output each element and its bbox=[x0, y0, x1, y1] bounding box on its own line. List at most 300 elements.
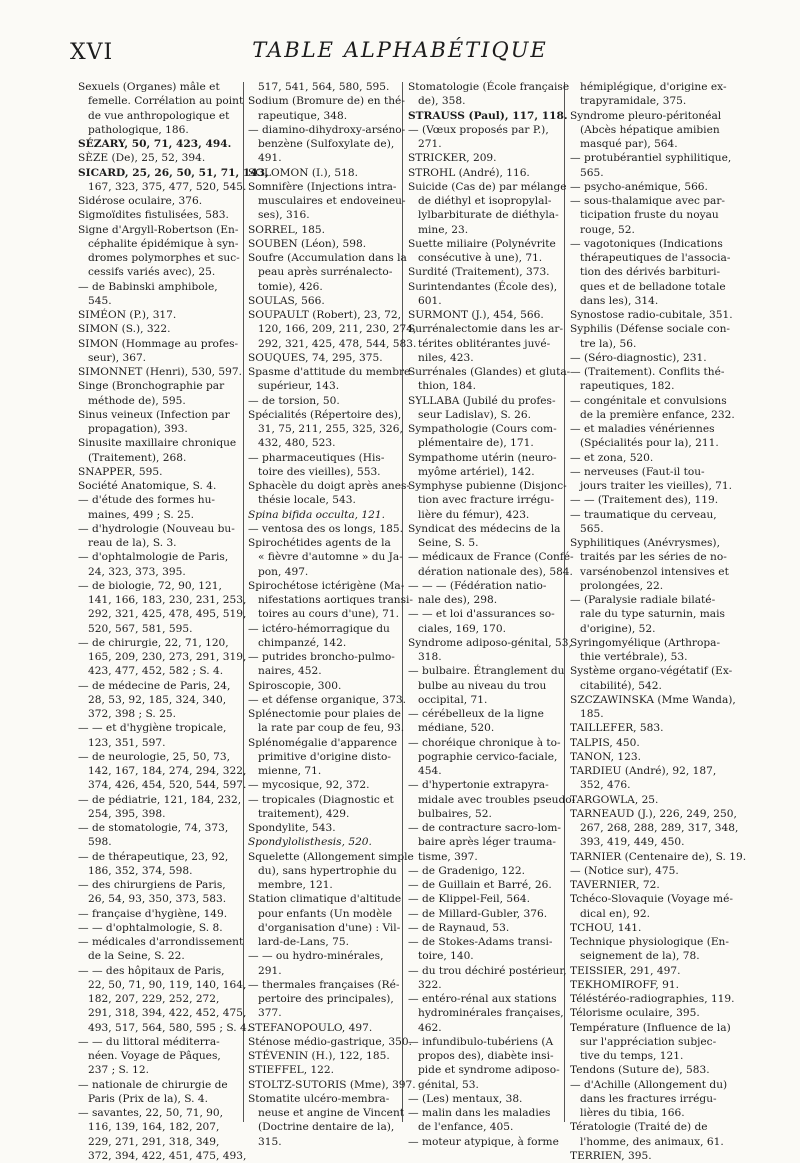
index-line: SÈZE (De), 25, 52, 394. bbox=[78, 152, 206, 165]
index-line: myôme artériel), 142. bbox=[418, 465, 535, 478]
index-line: Surrénales (Glandes) et gluta- bbox=[408, 366, 571, 378]
index-line: TEISSIER, 291, 497. bbox=[570, 964, 681, 977]
index-line: cessifs variés avec), 25. bbox=[88, 266, 216, 279]
index-line: — de contracture sacro-lom- bbox=[408, 822, 561, 834]
index-line: SÉZARY, 50, 71, 423, 494. bbox=[78, 138, 232, 150]
index-line: 292, 321, 425, 478, 495, 519, bbox=[88, 608, 247, 621]
index-line: — tropicales (Diagnostic et bbox=[248, 793, 394, 806]
index-line: 28, 53, 92, 185, 324, 340, bbox=[88, 693, 227, 706]
index-line: Système organo-végétatif (Ex- bbox=[570, 665, 733, 678]
index-line: — — du littoral méditerra- bbox=[78, 1035, 220, 1048]
index-line: de l'enfance, 405. bbox=[418, 1121, 514, 1134]
index-line: Sténose médio-gastrique, 350. bbox=[248, 1035, 412, 1048]
index-line: SNAPPER, 595. bbox=[78, 465, 163, 478]
index-line: — de stomatologie, 74, 373, bbox=[78, 822, 229, 834]
index-line: — de Babinski amphibole, bbox=[78, 280, 218, 293]
page-number: XVI bbox=[70, 40, 114, 65]
index-line: 237 ; S. 12. bbox=[88, 1064, 149, 1077]
index-line: pour enfants (Un modèle bbox=[258, 907, 393, 920]
index-line: chimpanzé, 142. bbox=[258, 636, 347, 649]
index-line: — infundibulo-tubériens (A bbox=[408, 1035, 554, 1048]
index-line: pathologique, 186. bbox=[88, 123, 189, 136]
index-line: 291. bbox=[258, 964, 282, 977]
index-line: thie vertébrale), 53. bbox=[580, 651, 688, 663]
index-line: Sidérose oculaire, 376. bbox=[78, 195, 203, 207]
index-line: Tchéco-Slovaquie (Voyage mé- bbox=[570, 893, 733, 906]
index-line: médiane, 520. bbox=[418, 722, 495, 735]
running-title: TABLE ALPHABÉTIQUE bbox=[252, 38, 548, 62]
index-line: varsénobenzol intensives et bbox=[580, 565, 729, 578]
index-line: Tendons (Suture de), 583. bbox=[570, 1064, 710, 1077]
index-line: Spirochétose ictérigène (Ma- bbox=[248, 579, 405, 592]
index-line: seur Ladislav), S. 26. bbox=[418, 408, 531, 421]
index-line: — de Raynaud, 53. bbox=[408, 921, 510, 934]
index-line: — du trou déchiré postérieur, bbox=[408, 964, 567, 977]
index-line: nifestations aortiques transi- bbox=[258, 594, 414, 606]
index-line: baire après léger trauma- bbox=[418, 836, 556, 849]
index-line: SOUQUES, 74, 295, 375. bbox=[248, 351, 383, 364]
index-line: Stomatite ulcéro-membra- bbox=[248, 1092, 390, 1105]
index-line: seur), 367. bbox=[88, 351, 147, 364]
index-line: TANON, 123. bbox=[570, 750, 642, 763]
index-line: — de Millard-Gubler, 376. bbox=[408, 907, 548, 920]
index-line: niles, 423. bbox=[418, 351, 474, 364]
index-line: Sympathologie (Cours com- bbox=[408, 423, 557, 435]
index-line: (Doctrine dentaire de la), bbox=[258, 1121, 395, 1134]
index-line: — de Guillain et Barré, 26. bbox=[408, 879, 552, 891]
index-line: Spina bifida occulta, 121. bbox=[248, 508, 385, 521]
index-line: Tératologie (Traité de) de bbox=[570, 1121, 708, 1134]
index-line: 601. bbox=[418, 294, 442, 307]
index-line: bulbe au niveau du trou bbox=[418, 679, 547, 692]
index-line: Soufre (Accumulation dans la bbox=[248, 252, 407, 264]
index-line: pertoire des principales), bbox=[258, 993, 394, 1005]
index-line: l'homme, des animaux, 61. bbox=[580, 1135, 724, 1148]
index-column-2 bbox=[248, 80, 417, 1148]
index-line: ticipation fruste du noyau bbox=[580, 209, 719, 222]
index-line: — de Gradenigo, 122. bbox=[408, 864, 525, 877]
index-line: 167, 323, 375, 477, 520, 545. bbox=[88, 180, 247, 193]
index-line: Suette miliaire (Polynévrite bbox=[408, 237, 556, 250]
index-line: mine, 23. bbox=[418, 223, 469, 236]
index-line: sur l'appréciation subjec- bbox=[580, 1035, 717, 1048]
index-line: 123, 351, 597. bbox=[88, 736, 166, 749]
index-line: 271. bbox=[418, 138, 442, 150]
index-line: ques et de belladone totale bbox=[580, 280, 726, 293]
index-line: femelle. Corrélation au point bbox=[88, 95, 244, 108]
index-line: prolongées, 22. bbox=[580, 579, 664, 592]
index-line: 462. bbox=[418, 1021, 442, 1034]
index-line: — d'Achille (Allongement du) bbox=[570, 1078, 728, 1091]
index-line: lières du tibia, 166. bbox=[580, 1107, 685, 1119]
index-line: 352, 476. bbox=[580, 779, 631, 792]
index-line: toires au cours d'une), 71. bbox=[258, 608, 399, 621]
index-line: STRAUSS (Paul), 117, 118. bbox=[408, 109, 568, 122]
index-line: SZCZAWINSKA (Mme Wanda), bbox=[570, 693, 736, 706]
index-line: Sinus veineux (Infection par bbox=[78, 408, 230, 421]
index-line: 267, 268, 288, 289, 317, 348, bbox=[580, 822, 739, 834]
index-line: 182, 207, 229, 252, 272, bbox=[88, 993, 220, 1005]
index-line: ciales, 169, 170. bbox=[418, 622, 507, 635]
index-line: Surintendantes (École des), bbox=[408, 280, 558, 293]
index-line: 291, 318, 394, 422, 452, 475, bbox=[88, 1007, 247, 1020]
index-line: rouge, 52. bbox=[580, 223, 635, 236]
index-line: Stomatologie (École française bbox=[408, 81, 570, 93]
index-line: — — ou hydro-minérales, bbox=[248, 950, 384, 963]
index-line: TARNIER (Centenaire de), S. 19. bbox=[570, 850, 747, 863]
index-line: — et zona, 520. bbox=[570, 451, 654, 464]
index-line: — congénitale et convulsions bbox=[570, 394, 727, 407]
index-line: STIEFFEL, 122. bbox=[248, 1064, 335, 1077]
index-line: — (Séro-diagnostic), 231. bbox=[570, 351, 707, 364]
index-line: tomie), 426. bbox=[258, 280, 323, 293]
index-line: térites oblitérantes juvé- bbox=[418, 337, 551, 350]
index-line: maines, 499 ; S. 25. bbox=[88, 508, 194, 521]
index-line: — — — (Fédération natio- bbox=[408, 579, 547, 592]
index-line: Sodium (Bromure de) en thé- bbox=[248, 95, 405, 108]
index-line: thésie locale, 543. bbox=[258, 494, 356, 507]
index-line: « fièvre d'automne » du Ja- bbox=[258, 551, 403, 564]
index-line: dical en), 92. bbox=[580, 907, 650, 920]
index-line: citabilité), 542. bbox=[580, 679, 662, 692]
index-line: dération nationale des), 584. bbox=[418, 565, 573, 578]
index-line: SIMON (S.), 322. bbox=[78, 323, 171, 336]
index-line: neuse et angine de Vincent bbox=[258, 1107, 405, 1119]
index-line: — choréique chronique à to- bbox=[408, 736, 561, 749]
index-line: — d'hypertonie extrapyra- bbox=[408, 779, 549, 792]
index-line: 292, 321, 425, 478, 544, 583. bbox=[258, 337, 417, 350]
index-line: thérapeutiques de l'associa- bbox=[580, 252, 731, 264]
index-line: musculaires et endoveineu- bbox=[258, 195, 406, 207]
index-line: Syphilis (Défense sociale con- bbox=[570, 323, 730, 336]
index-line: Seine, S. 5. bbox=[418, 537, 479, 549]
index-line: Technique physiologique (En- bbox=[570, 936, 729, 948]
index-line: — française d'hygiène, 149. bbox=[78, 907, 228, 920]
index-line: consécutive à une), 71. bbox=[418, 252, 543, 264]
index-line: Spondylite, 543. bbox=[248, 822, 336, 834]
index-line: — — et loi d'assurances so- bbox=[408, 608, 555, 621]
index-line: SICARD, 25, 26, 50, 51, 71, 143, bbox=[78, 166, 269, 179]
index-line: Splénectomie pour plaies de bbox=[248, 708, 401, 720]
index-line: la rate par coup de feu, 93. bbox=[258, 722, 405, 735]
index-line: nale des), 298. bbox=[418, 594, 498, 606]
index-line: Surrénalectomie dans les ar- bbox=[408, 323, 564, 336]
index-line: dans les), 314. bbox=[580, 294, 659, 307]
index-line: Sigmoïdites fistulisées, 583. bbox=[78, 209, 229, 222]
index-line: tion avec fracture irrégu- bbox=[418, 494, 555, 507]
index-line: toire des vieilles), 553. bbox=[258, 465, 381, 478]
index-line: céphalite épidémique à syn- bbox=[88, 237, 239, 250]
index-line: supérieur, 143. bbox=[258, 380, 340, 393]
index-line: tive du temps, 121. bbox=[580, 1050, 684, 1062]
index-column-4 bbox=[570, 80, 747, 1162]
index-line: — — (Traitement des), 119. bbox=[570, 494, 719, 507]
index-line: (Abcès hépatique amibien bbox=[580, 123, 720, 136]
index-line: — malin dans les maladies bbox=[408, 1107, 551, 1119]
index-line: d'origine), 52. bbox=[580, 622, 656, 635]
index-line: TERRIEN, 395. bbox=[570, 1149, 652, 1162]
index-line: STOLTZ-SUTORIS (Mme), 397. bbox=[248, 1078, 416, 1091]
index-line: bulbaires, 52. bbox=[418, 807, 492, 820]
index-line: plémentaire de), 171. bbox=[418, 437, 534, 450]
index-line: 432, 480, 523. bbox=[258, 437, 336, 450]
index-line: — d'ophtalmologie de Paris, bbox=[78, 551, 229, 564]
index-line: tion des dérivés barbituri- bbox=[580, 266, 721, 279]
index-line: midale avec troubles pseudo- bbox=[418, 793, 576, 806]
index-line: de), 358. bbox=[418, 95, 466, 108]
index-line: 315. bbox=[258, 1135, 282, 1148]
index-line: 322. bbox=[418, 978, 442, 991]
index-line: — de neurologie, 25, 50, 73, bbox=[78, 750, 230, 763]
index-line: tisme, 397. bbox=[418, 850, 478, 863]
index-line: 598. bbox=[88, 836, 112, 849]
index-line: naires, 452. bbox=[258, 665, 322, 678]
index-line: — protubérantiel syphilitique, bbox=[570, 152, 732, 165]
index-line: seignement de la), 78. bbox=[580, 950, 700, 963]
index-line: ses), 316. bbox=[258, 209, 310, 222]
index-line: 185. bbox=[580, 708, 604, 720]
index-line: membre, 121. bbox=[258, 879, 333, 891]
index-line: Symphyse pubienne (Disjonc- bbox=[408, 480, 567, 492]
index-line: 120, 166, 209, 211, 230, 274, bbox=[258, 323, 417, 336]
index-line: masqué par), 564. bbox=[580, 138, 678, 150]
index-line: — (Les) mentaux, 38. bbox=[408, 1092, 523, 1105]
index-line: thion, 184. bbox=[418, 380, 476, 393]
index-line: peau après surrénalecto- bbox=[258, 266, 393, 279]
index-line: néen. Voyage de Pâques, bbox=[88, 1050, 221, 1062]
index-line: — (Paralysie radiale bilaté- bbox=[570, 594, 716, 606]
index-line: rapeutique, 348. bbox=[258, 109, 348, 122]
index-line: — savantes, 22, 50, 71, 90, bbox=[78, 1107, 224, 1119]
index-line: — de biologie, 72, 90, 121, bbox=[78, 579, 222, 592]
index-line: 22, 50, 71, 90, 119, 140, 164, bbox=[88, 978, 247, 991]
index-line: mienne, 71. bbox=[258, 765, 322, 777]
index-line: TALPIS, 450. bbox=[570, 736, 640, 749]
index-line: Paris (Prix de la), S. 4. bbox=[88, 1092, 208, 1105]
index-line: (Spécialités pour la), 211. bbox=[580, 437, 719, 450]
index-line: 142, 167, 184, 274, 294, 322, bbox=[88, 765, 247, 777]
index-line: — de chirurgie, 22, 71, 120, bbox=[78, 636, 229, 649]
index-line: — nationale de chirurgie de bbox=[78, 1078, 228, 1091]
index-line: — de médecine de Paris, 24, bbox=[78, 679, 231, 692]
index-line: TARDIEU (André), 92, 187, bbox=[570, 765, 717, 777]
index-line: — et défense organique, 373. bbox=[248, 693, 406, 706]
index-line: STÉVENIN (H.), 122, 185. bbox=[248, 1050, 390, 1062]
index-line: SURMONT (J.), 454, 566. bbox=[408, 309, 544, 321]
index-line: Syringomyélique (Arthropa- bbox=[570, 636, 721, 649]
index-line: lylbarbiturate de diéthyla- bbox=[418, 209, 559, 222]
index-line: SIMON (Hommage au profes- bbox=[78, 337, 239, 350]
index-line: — de Stokes-Adams transi- bbox=[408, 936, 553, 948]
index-line: SYLLABA (Jubilé du profes- bbox=[408, 394, 556, 407]
index-line: SOUBEN (Léon), 598. bbox=[248, 237, 367, 250]
index-line: — de Klippel-Feil, 564. bbox=[408, 893, 531, 906]
index-line: 165, 209, 230, 273, 291, 319, bbox=[88, 651, 247, 663]
index-line: Singe (Bronchographie par bbox=[78, 380, 225, 393]
index-line: 491. bbox=[258, 152, 282, 165]
index-line: — — des hôpitaux de Paris, bbox=[78, 964, 225, 977]
index-line: STROHL (André), 116. bbox=[408, 166, 530, 179]
index-line: — vagotoniques (Indications bbox=[570, 237, 723, 250]
index-line: propagation), 393. bbox=[88, 423, 188, 435]
index-line: — thermales françaises (Ré- bbox=[248, 978, 400, 991]
index-line: Syndrome adiposo-génital, 53, bbox=[408, 636, 572, 649]
index-line: 565. bbox=[580, 522, 604, 535]
index-line: 565. bbox=[580, 166, 604, 179]
index-line: 141, 166, 183, 230, 231, 253, bbox=[88, 594, 247, 606]
index-line: TARNEAUD (J.), 226, 249, 250, bbox=[570, 807, 737, 820]
index-line: pographie cervico-faciale, bbox=[418, 750, 558, 763]
index-line: 26, 54, 93, 350, 373, 583. bbox=[88, 893, 227, 906]
index-line: 493, 517, 564, 580, 595 ; S. 4. bbox=[88, 1021, 251, 1034]
index-line: STRICKER, 209. bbox=[408, 152, 497, 165]
index-line: 318. bbox=[418, 651, 442, 663]
index-line: Température (Influence de la) bbox=[570, 1021, 731, 1034]
index-line: Spécialités (Répertoire des), bbox=[248, 408, 402, 421]
index-line: 31, 75, 211, 255, 325, 326, bbox=[258, 423, 403, 435]
index-line: Sexuels (Organes) mâle et bbox=[78, 81, 220, 93]
index-line: propos des), diabète insi- bbox=[418, 1050, 554, 1062]
index-line: du), sans hypertrophie du bbox=[258, 864, 397, 877]
index-line: TEKHOMIROFF, 91. bbox=[570, 978, 679, 991]
index-line: tre la), 56. bbox=[580, 337, 637, 350]
index-line: Sinusite maxillaire chronique bbox=[78, 437, 237, 450]
index-line: benzène (Sulfoxylate de), bbox=[258, 138, 395, 150]
index-line: génital, 53. bbox=[418, 1078, 479, 1091]
index-line: traitement), 429. bbox=[258, 807, 350, 820]
index-line: lard-de-Lans, 75. bbox=[258, 936, 349, 948]
index-line: TARGOWLA, 25. bbox=[570, 793, 659, 806]
index-line: — de torsion, 50. bbox=[248, 394, 340, 407]
index-line: — ictéro-hémorragique du bbox=[248, 622, 390, 635]
index-line: (Traitement), 268. bbox=[88, 451, 187, 464]
index-line: 372, 398 ; S. 25. bbox=[88, 708, 176, 720]
index-line: dromes polymorphes et suc- bbox=[88, 252, 240, 264]
index-line: 545. bbox=[88, 294, 112, 307]
index-line: — d'étude des formes hu- bbox=[78, 494, 215, 507]
index-column-3 bbox=[408, 80, 576, 1148]
index-line: pide et syndrome adiposo- bbox=[418, 1064, 560, 1077]
index-line: 24, 323, 373, 395. bbox=[88, 565, 186, 578]
index-line: — (Traitement). Conflits thé- bbox=[570, 366, 725, 378]
index-line: rapeutiques, 182. bbox=[580, 380, 675, 393]
index-line: STEFANOPOULO, 497. bbox=[248, 1021, 373, 1034]
index-line: dans les fractures irrégu- bbox=[580, 1092, 717, 1105]
index-line: méthode de), 595. bbox=[88, 394, 186, 407]
index-line: — — et d'hygiène tropicale, bbox=[78, 722, 227, 735]
index-line: 393, 419, 449, 450. bbox=[580, 836, 685, 849]
index-line: 377. bbox=[258, 1007, 282, 1020]
index-line: Surdité (Traitement), 373. bbox=[408, 266, 550, 279]
index-line: — bulbaire. Étranglement du bbox=[408, 665, 565, 678]
index-line: — pharmaceutiques (His- bbox=[248, 451, 385, 464]
index-line: de diéthyl et isopropylal- bbox=[418, 195, 552, 207]
index-line: 186, 352, 374, 598. bbox=[88, 864, 193, 877]
index-line: Téléstéréo-radiographies, 119. bbox=[570, 993, 735, 1005]
index-line: Station climatique d'altitude bbox=[248, 893, 402, 906]
index-line: 517, 541, 564, 580, 595. bbox=[258, 81, 390, 93]
index-line: Société Anatomique, S. 4. bbox=[78, 480, 217, 492]
index-line: TAILLEFER, 583. bbox=[570, 722, 664, 735]
index-line: — et maladies vénériennes bbox=[570, 423, 715, 435]
index-line: reau de la), S. 3. bbox=[88, 537, 177, 549]
index-line: lière du fémur), 423. bbox=[418, 508, 530, 521]
index-line: — sous-thalamique avec par- bbox=[570, 195, 726, 207]
index-line: — des chirurgiens de Paris, bbox=[78, 879, 226, 891]
index-line: Squelette (Allongement simple bbox=[248, 850, 414, 863]
index-line: jours traiter les vieilles), 71. bbox=[580, 480, 733, 492]
index-line: 229, 271, 291, 318, 349, bbox=[88, 1135, 220, 1148]
index-line: 372, 394, 422, 451, 475, 493, bbox=[88, 1149, 247, 1162]
index-line: — — d'ophtalmologie, S. 8. bbox=[78, 921, 223, 934]
page-header bbox=[70, 38, 730, 68]
index-line: 374, 426, 454, 520, 544, 597. bbox=[88, 779, 247, 792]
index-line: Sphacèle du doigt après anes- bbox=[248, 480, 410, 492]
index-line: — (Vœux proposés par P.), bbox=[408, 123, 549, 136]
index-line: 254, 395, 398. bbox=[88, 807, 166, 820]
index-line: de la première enfance, 232. bbox=[580, 408, 735, 421]
index-line: Télorisme oculaire, 395. bbox=[570, 1007, 700, 1020]
index-line: 520, 567, 581, 595. bbox=[88, 622, 193, 635]
index-line: — d'hydrologie (Nouveau bu- bbox=[78, 522, 235, 535]
index-line: Signe d'Argyll-Robertson (En- bbox=[78, 223, 239, 236]
index-line: 454. bbox=[418, 765, 442, 777]
index-line: 116, 139, 164, 182, 207, bbox=[88, 1121, 220, 1134]
index-line: — ventosa des os longs, 185. bbox=[248, 522, 403, 535]
index-line: SOUPAULT (Robert), 23, 72, bbox=[248, 309, 401, 321]
index-line: de la Seine, S. 22. bbox=[88, 950, 185, 963]
index-line: occipital, 71. bbox=[418, 693, 488, 706]
index-line: Splénomégalie d'apparence bbox=[248, 736, 397, 749]
index-line: SORREL, 185. bbox=[248, 223, 325, 236]
index-line: d'organisation d'une) : Vil- bbox=[258, 921, 401, 934]
index-column-1 bbox=[78, 80, 269, 1162]
index-line: — diamino-dihydroxy-arséno- bbox=[248, 123, 406, 136]
index-line: — de thérapeutique, 23, 92, bbox=[78, 850, 229, 863]
index-line: de vue anthropologique et bbox=[88, 109, 230, 122]
index-line: SIMÉON (P.), 317. bbox=[78, 309, 177, 321]
index-line: Spirochétides agents de la bbox=[248, 537, 391, 549]
index-line: TCHOU, 141. bbox=[570, 921, 642, 934]
index-line: Somnifère (Injections intra- bbox=[248, 180, 397, 193]
index-line: Syphilitiques (Anévrysmes), bbox=[570, 537, 720, 549]
index-line: Spasme d'attitude du membre bbox=[248, 366, 411, 378]
index-line: — moteur atypique, à forme bbox=[408, 1135, 559, 1148]
index-line: primitive d'origine disto- bbox=[258, 750, 391, 763]
index-line: trapyramidale, 375. bbox=[580, 95, 687, 108]
index-line: — entéro-rénal aux stations bbox=[408, 993, 557, 1005]
index-line: — traumatique du cerveau, bbox=[570, 508, 717, 521]
index-line: — cérébelleux de la ligne bbox=[408, 708, 544, 720]
index-line: Spiroscopie, 300. bbox=[248, 679, 342, 692]
index-line: Suicide (Cas de) par mélange bbox=[408, 180, 567, 193]
index-line: hydrominérales françaises, bbox=[418, 1007, 564, 1020]
index-line: Syndrome pleuro-péritonéal bbox=[570, 109, 722, 122]
index-line: — médicaux de France (Confé- bbox=[408, 551, 574, 564]
index-line: TAVERNIER, 72. bbox=[570, 879, 660, 891]
index-line: SOULAS, 566. bbox=[248, 294, 325, 307]
index-line: pon, 497. bbox=[258, 565, 309, 578]
index-line: SIMONNET (Henri), 530, 597. bbox=[78, 366, 243, 378]
index-line: Syndicat des médecins de la bbox=[408, 522, 561, 535]
index-columns bbox=[78, 80, 747, 1162]
index-line: SOLOMON (I.), 518. bbox=[248, 166, 358, 179]
index-line: Spondylolisthesis, 520. bbox=[248, 836, 372, 849]
index-line: traités par les séries de no- bbox=[580, 551, 727, 564]
index-line: — médicales d'arrondissement bbox=[78, 936, 244, 948]
index-line: — de pédiatrie, 121, 184, 232, bbox=[78, 793, 242, 806]
index-line: — mycosique, 92, 372. bbox=[248, 779, 370, 792]
